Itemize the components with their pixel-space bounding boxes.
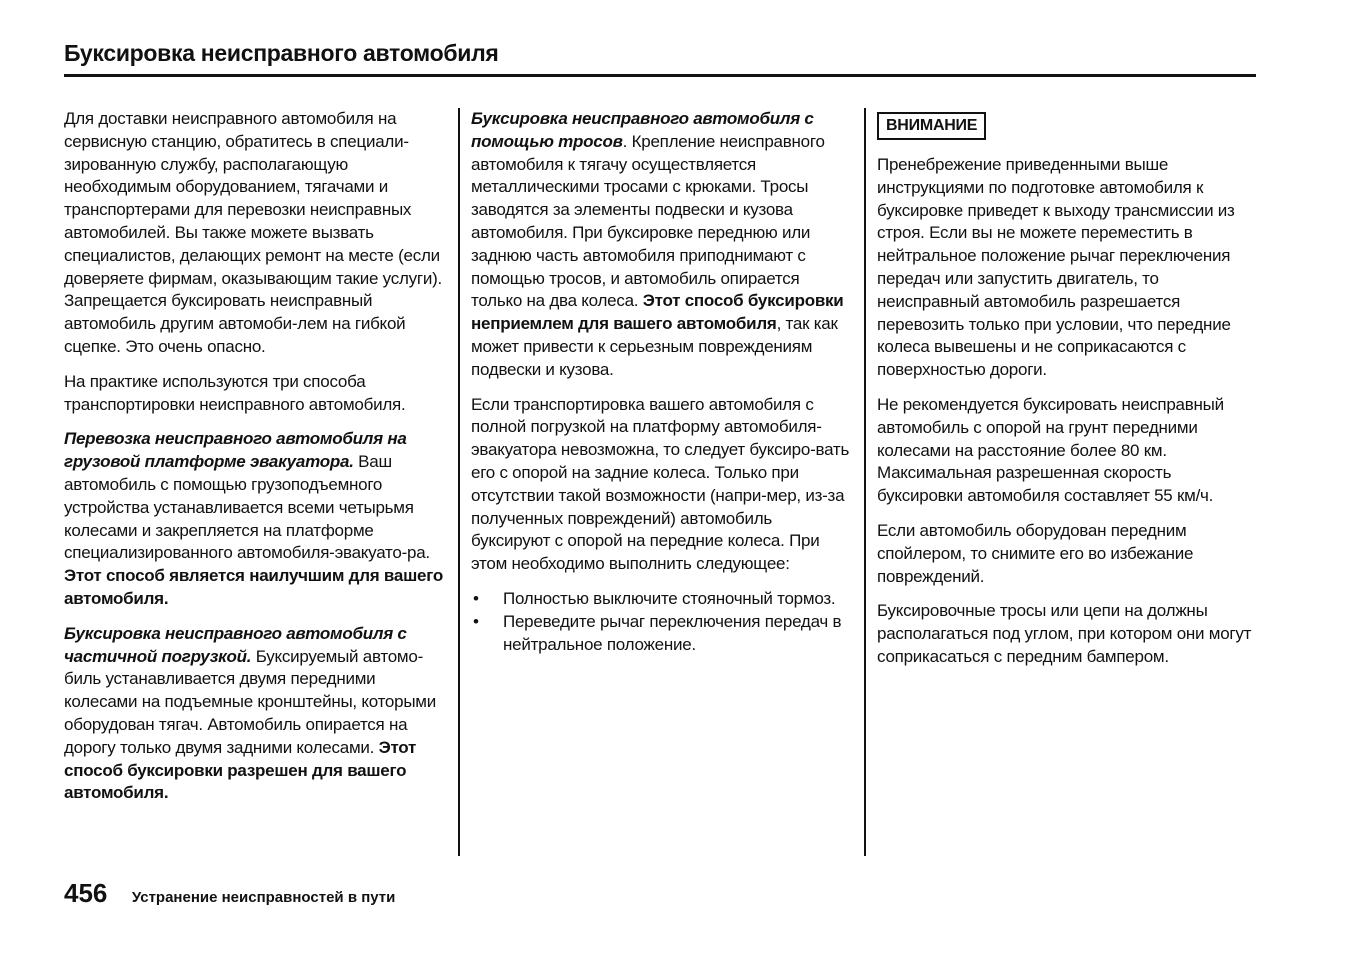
bullet-list	[471, 588, 851, 656]
paragraph-heading: Буксировка неисправного автомобиля с помощью тросов	[471, 109, 814, 151]
list-item: • Полностью выключите стояночный тормоз.	[471, 588, 851, 611]
paragraph: Пренебрежение приведенными выше инструкциями по подготовке автомобиля к буксировке приведет к выходу трансмиссии из строя. Если вы не можете переместить в нейтральное положение рычаг переключения передач или запустить двигатель, то неисправный автомобиль разрешается перевозить только при условии, что передние колеса вывешены и не соприкасаются с поверхностью дороги.	[877, 155, 1235, 380]
paragraph-heading: Перевозка неисправного автомобиля на грузовой платформе эвакуатора.	[64, 429, 407, 472]
page-number: 456	[64, 878, 108, 908]
paragraph: Если автомобиль оборудован передним спойлером, то снимите его во избежание повреждений.	[877, 520, 1194, 586]
paragraph-text: . Крепление неисправного автомобиля к тягачу осуществляется металлическими тросами с крюками. Тросы заводятся за элементы подвески и кузова автомобиля. При буксировке переднюю или заднюю часть автомобиля приподнимают с помощью тросов, и автомобиль опирается только на два колеса.	[471, 131, 825, 311]
paragraph	[64, 428, 444, 610]
page-footer	[64, 878, 395, 909]
paragraph: Для доставки неисправного автомобиля на сервисную станцию, обратитесь в специали-зированную службу, располагающую необходимым оборудованием, тягачами и транспортерами для перевозки неисправных автомобилей. Вы также можете вызвать специалистов, делающих ремонт на месте (если доверяете фирмам, оказывающим такие услуги). Запрещается буксировать неисправный автомобиль другим автомоби-лем на гибкой сцепке. Это очень опасно.	[64, 109, 442, 356]
paragraph: На практике используются три способа транспортировки неисправного автомобиля.	[64, 371, 406, 414]
column-middle	[471, 108, 851, 656]
paragraph	[471, 108, 851, 382]
paragraph-text: Буксируемый автомо-биль устанавливается двумя передними колесами на подъемные кронштейны, которыми оборудован тягач. Автомобиль опирается на дорогу только двумя задними колесами.	[64, 646, 436, 757]
column-left	[64, 108, 444, 817]
page-title: Буксировка неисправного автомобиля	[64, 40, 1256, 77]
paragraph-emphasis: Этот способ является наилучшим для вашего автомобиля.	[64, 566, 443, 608]
paragraph-text: Ваш автомобиль с помощью грузоподъемного устройства устанавливается всеми четырьмя колесами и закрепляется на платформе специализированного автомобиля-эвакуато-ра.	[64, 452, 430, 563]
paragraph-emphasis: Этот способ буксировки разрешен для вашего автомобиля.	[64, 737, 417, 803]
column-divider	[864, 108, 866, 856]
paragraph: Буксировочные тросы или цепи на должны располагаться под углом, при котором они могут соприкасаться с передним бампером.	[877, 601, 1252, 666]
paragraph-emphasis: Этот способ буксировки неприемлем для вашего автомобиля	[471, 291, 844, 334]
list-item: • Переведите рычаг переключения передач в нейтральное положение.	[471, 611, 851, 657]
column-divider	[458, 108, 460, 856]
paragraph-heading: Буксировка неисправного автомобиля с частичной погрузкой.	[64, 623, 407, 666]
warning-label: ВНИМАНИЕ	[877, 112, 986, 140]
paragraph: Не рекомендуется буксировать неисправный автомобиль с опорой на грунт передними колесами на расстояние более 80 км. Максимальная разрешенная скорость буксировки автомобиля составляет 55 км/ч.	[877, 394, 1224, 506]
section-name: Устранение неисправностей в пути	[131, 889, 396, 906]
paragraph	[64, 623, 444, 805]
paragraph: Если транспортировка вашего автомобиля с полной погрузкой на платформу автомобиля-эвакуатора невозможна, то следует буксиро-вать его с опорой на задние колеса. Только при отсутствии такой возможности (напри-мер, из-за полученных повреждений) автомобиль буксируют с опорой на передние колеса. При этом необходимо выполнить следующее:	[471, 394, 850, 574]
column-right	[877, 108, 1257, 681]
paragraph-text: , так как может привести к серьезным повреждениям подвески и кузова.	[471, 314, 838, 379]
